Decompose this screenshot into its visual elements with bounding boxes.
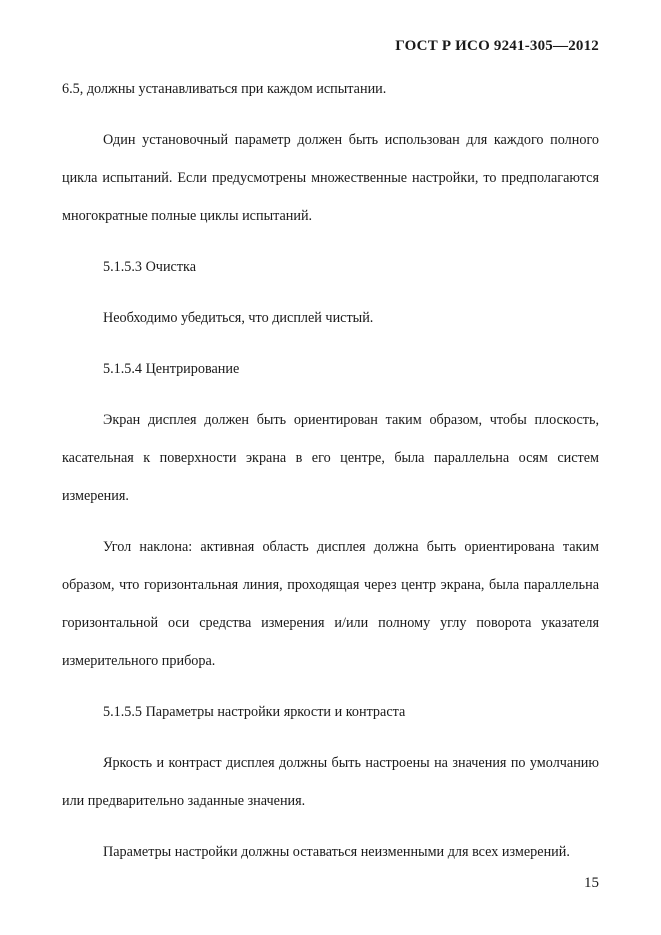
paragraph-continuation: 6.5, должны устанавливаться при каждом испытании. — [62, 81, 387, 97]
paragraph-tilt-angle: Угол наклона: активная область дисплея должна быть ориентирована таким образом, что горизонтальная линия, проходящая через центр экрана, была параллельна горизонтальной оси средства измерения и/или полному углу поворота указателя измерительного прибора. — [62, 539, 599, 669]
paragraph-settings-unchanged: Параметры настройки должны оставаться неизменными для всех измерений. — [103, 844, 570, 860]
section-heading-cleaning: 5.1.5.3 Очистка — [103, 259, 197, 275]
paragraph-setup-parameter: Один установочный параметр должен быть использован для каждого полного цикла испытаний. Если предусмотрены множественные настройки, то предполагаются многократные полные циклы испытаний. — [62, 132, 599, 224]
paragraph-brightness-contrast: Яркость и контраст дисплея должны быть настроены на значения по умолчанию или предварительно заданные значения. — [62, 755, 599, 809]
document-header: ГОСТ Р ИСО 9241-305—2012 — [395, 38, 599, 54]
paragraph-cleaning: Необходимо убедиться, что дисплей чистый. — [103, 310, 374, 326]
section-heading-brightness-contrast: 5.1.5.5 Параметры настройки яркости и контраста — [103, 704, 406, 720]
section-heading-centering: 5.1.5.4 Центрирование — [103, 361, 240, 377]
paragraph-centering: Экран дисплея должен быть ориентирован таким образом, чтобы плоскость, касательная к поверхности экрана в его центре, была параллельна осям систем измерения. — [62, 412, 599, 504]
document-body — [62, 70, 599, 884]
page-number: 15 — [584, 875, 599, 891]
